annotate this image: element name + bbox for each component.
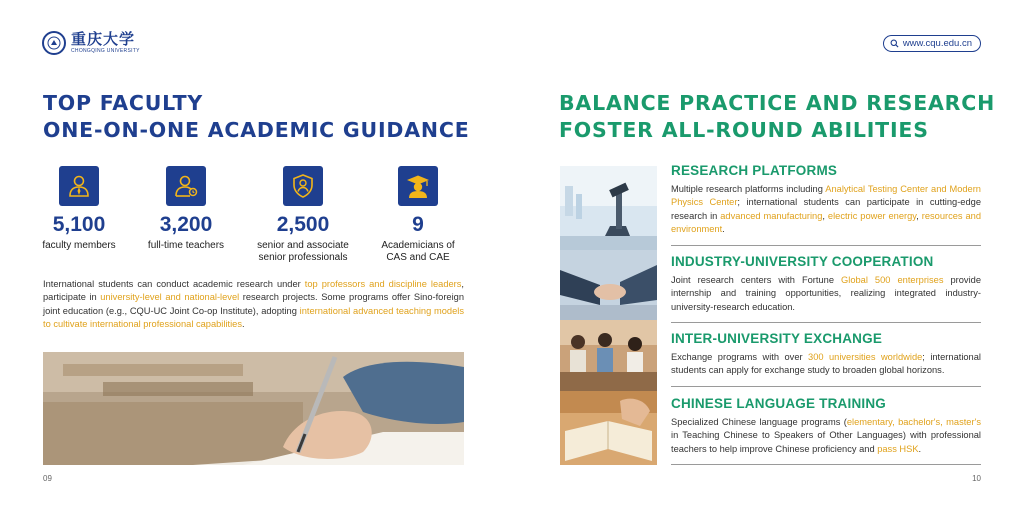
- section-title: INDUSTRY-UNIVERSITY COOPERATION: [671, 254, 934, 269]
- university-logo: [42, 31, 140, 55]
- stat-label-line2: CAS and CAE: [386, 252, 450, 263]
- section-chinese-language-training: [671, 396, 981, 456]
- section-body: Multiple research platforms including Analytical Testing Center and Modern Physics Center; international students can participate in cutting-edge research in advanced manufacturing, electric power energy, resources and environment.: [671, 184, 981, 235]
- section-divider: [671, 245, 981, 246]
- section-body: Joint research centers with Fortune Global 500 enterprises provide internship and training opportunities, realizing integrated industry-university-research education.: [671, 275, 981, 312]
- teacher-person-icon: [166, 166, 206, 206]
- stat-academicians: [363, 166, 473, 264]
- page-number-left: 09: [43, 474, 52, 483]
- page-number-right: 10: [972, 474, 981, 483]
- stat-faculty: [24, 166, 134, 252]
- left-heading-line1: TOP FACULTY: [43, 91, 204, 115]
- section-body: Specialized Chinese language programs (elementary, bachelor's, master's in Teaching Chinese to Speakers of Other Languages) with professional teachers to help improve Chinese proficiency and pass HSK.: [671, 417, 981, 454]
- stat-label: faculty members: [42, 240, 116, 251]
- section-body: Exchange programs with over 300 universities worldwide; international students can apply for exchange study to broaden global horizons.: [671, 352, 981, 376]
- right-heading-line2: FOSTER ALL-ROUND ABILITIES: [559, 118, 929, 142]
- section-title: RESEARCH PLATFORMS: [671, 163, 838, 178]
- stat-senior-professionals: [248, 166, 358, 264]
- stat-label-line2: senior professionals: [258, 252, 348, 263]
- chinese-book-photo: [560, 391, 657, 465]
- section-inter-university-exchange: [671, 331, 981, 378]
- section-title: INTER-UNIVERSITY EXCHANGE: [671, 331, 883, 346]
- faculty-person-icon: [59, 166, 99, 206]
- stat-number: 5,100: [52, 213, 106, 236]
- stat-fulltime-teachers: [131, 166, 241, 252]
- search-icon: [890, 39, 899, 48]
- stat-label: Academicians of: [381, 240, 455, 251]
- website-link[interactable]: [883, 35, 981, 52]
- logo-chinese-name: 重庆大学: [71, 30, 136, 48]
- stat-label: full-time teachers: [147, 240, 225, 251]
- right-heading: [559, 90, 995, 144]
- section-divider: [671, 464, 981, 465]
- writing-student-photo: [43, 352, 464, 465]
- stat-number: 2,500: [276, 213, 330, 236]
- faculty-paragraph: International students can conduct academic research under top professors and discipline leaders, participate in university-level and national-level research projects. Some programs offer Sino-foreign joint education (e.g., CQU-UC Joint Co-op Institute), adopting international advanced teaching models to cultivate international professional capabilities.: [43, 279, 465, 329]
- left-heading: [43, 90, 470, 144]
- right-heading-line1: BALANCE PRACTICE AND RESEARCH: [559, 91, 996, 115]
- graduate-cap-icon: [398, 166, 438, 206]
- left-heading-line2: ONE-ON-ONE ACADEMIC GUIDANCE: [43, 118, 470, 142]
- shield-person-icon: [283, 166, 323, 206]
- stat-label: senior and associate: [257, 240, 349, 251]
- microscope-lab-photo: [560, 166, 657, 250]
- section-industry-cooperation: [671, 254, 981, 314]
- logo-english-name: CHONGQING UNIVERSITY: [71, 48, 140, 54]
- stat-number: 9: [412, 213, 424, 236]
- handshake-photo: [560, 250, 657, 320]
- section-divider: [671, 322, 981, 323]
- university-seal-icon: [42, 31, 66, 55]
- section-divider: [671, 386, 981, 387]
- website-url: www.cqu.edu.cn: [902, 38, 972, 49]
- students-group-photo: [560, 320, 657, 391]
- stat-number: 3,200: [159, 213, 213, 236]
- section-title: CHINESE LANGUAGE TRAINING: [671, 396, 887, 411]
- section-research-platforms: [671, 163, 981, 237]
